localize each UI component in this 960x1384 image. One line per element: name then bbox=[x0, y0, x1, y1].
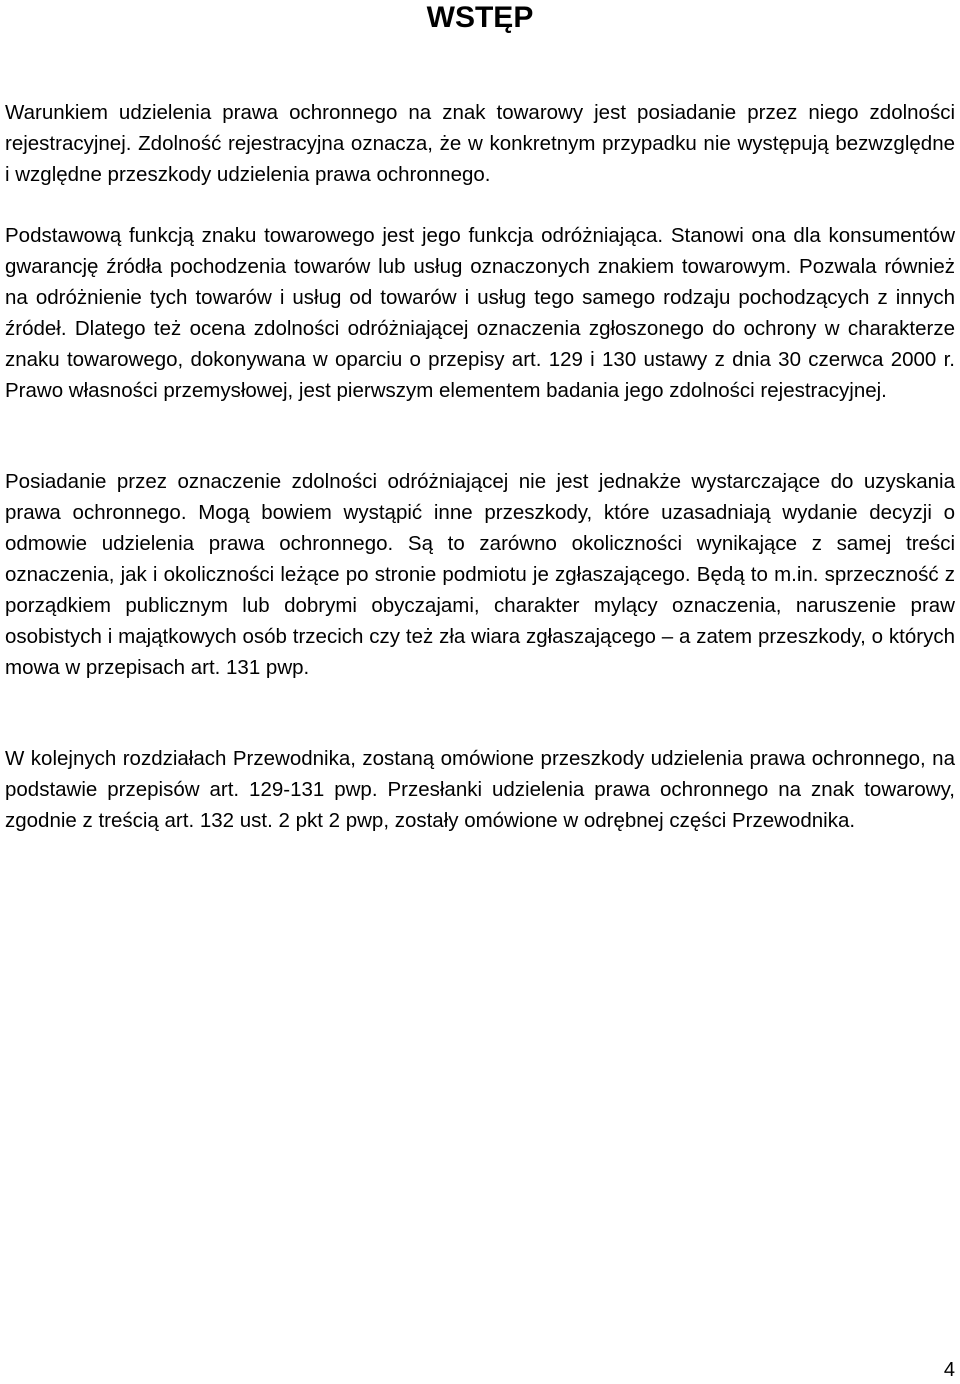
paragraph-intro: Warunkiem udzielenia prawa ochronnego na znak towarowy jest posiadanie przez niego zdolności rejestracyjnej. Zdolność rejestracyjna oznacza, że w konkretnym przypadku nie występują bezwzględne i względne przeszkody udzielenia prawa ochronnego. bbox=[5, 101, 955, 186]
paragraph-distinctive-function: Podstawową funkcją znaku towarowego jest jego funkcja odróżniająca. Stanowi ona dla konsumentów gwarancję źródła pochodzenia towarów lub usług oznaczonych znakiem towarowym. Pozwala również na odróżnienie tych towarów i usług od towarów i usług tego samego rodzaju pochodzących z innych źródeł. Dlatego też ocena zdolności odróżniającej oznaczenia zgłoszonego do ochrony w charakterze znaku towarowego, dokonywana w oparciu o przepisy art. 129 i 130 ustawy z dnia 30 czerwca 2000 r. Prawo własności przemysłowej, jest pierwszym elementem badania jego zdolności rejestracyjnej. bbox=[5, 224, 955, 402]
page-title: WSTĘP bbox=[426, 1, 534, 34]
paragraph-next-chapters: W kolejnych rozdziałach Przewodnika, zostaną omówione przeszkody udzielenia prawa ochronnego, na podstawie przepisów art. 129-131 pwp. Przesłanki udzielenia prawa ochronnego na znak towarowy, zgodnie z treścią art. 132 ust. 2 pkt 2 pwp, zostały omówione w odrębnej części Przewodnika. bbox=[5, 747, 955, 832]
paragraph-other-obstacles: Posiadanie przez oznaczenie zdolności odróżniającej nie jest jednakże wystarczające do uzyskania prawa ochronnego. Mogą bowiem wystąpić inne przeszkody, które uzasadniają wydanie decyzji o odmowie udzielenia prawa ochronnego. Są to zarówno okoliczności wynikające z samej treści oznaczenia, jak i okoliczności leżące po stronie podmiotu je zgłaszającego. Będą to m.in. sprzeczność z porządkiem publicznym lub dobrymi obyczajami, charakter mylący oznaczenia, naruszenie praw osobistych i majątkowych osób trzecich czy też zła wiara zgłaszającego – a zatem przeszkody, o których mowa w przepisach art. 131 pwp. bbox=[5, 470, 955, 679]
page-number: 4 bbox=[943, 1359, 955, 1381]
